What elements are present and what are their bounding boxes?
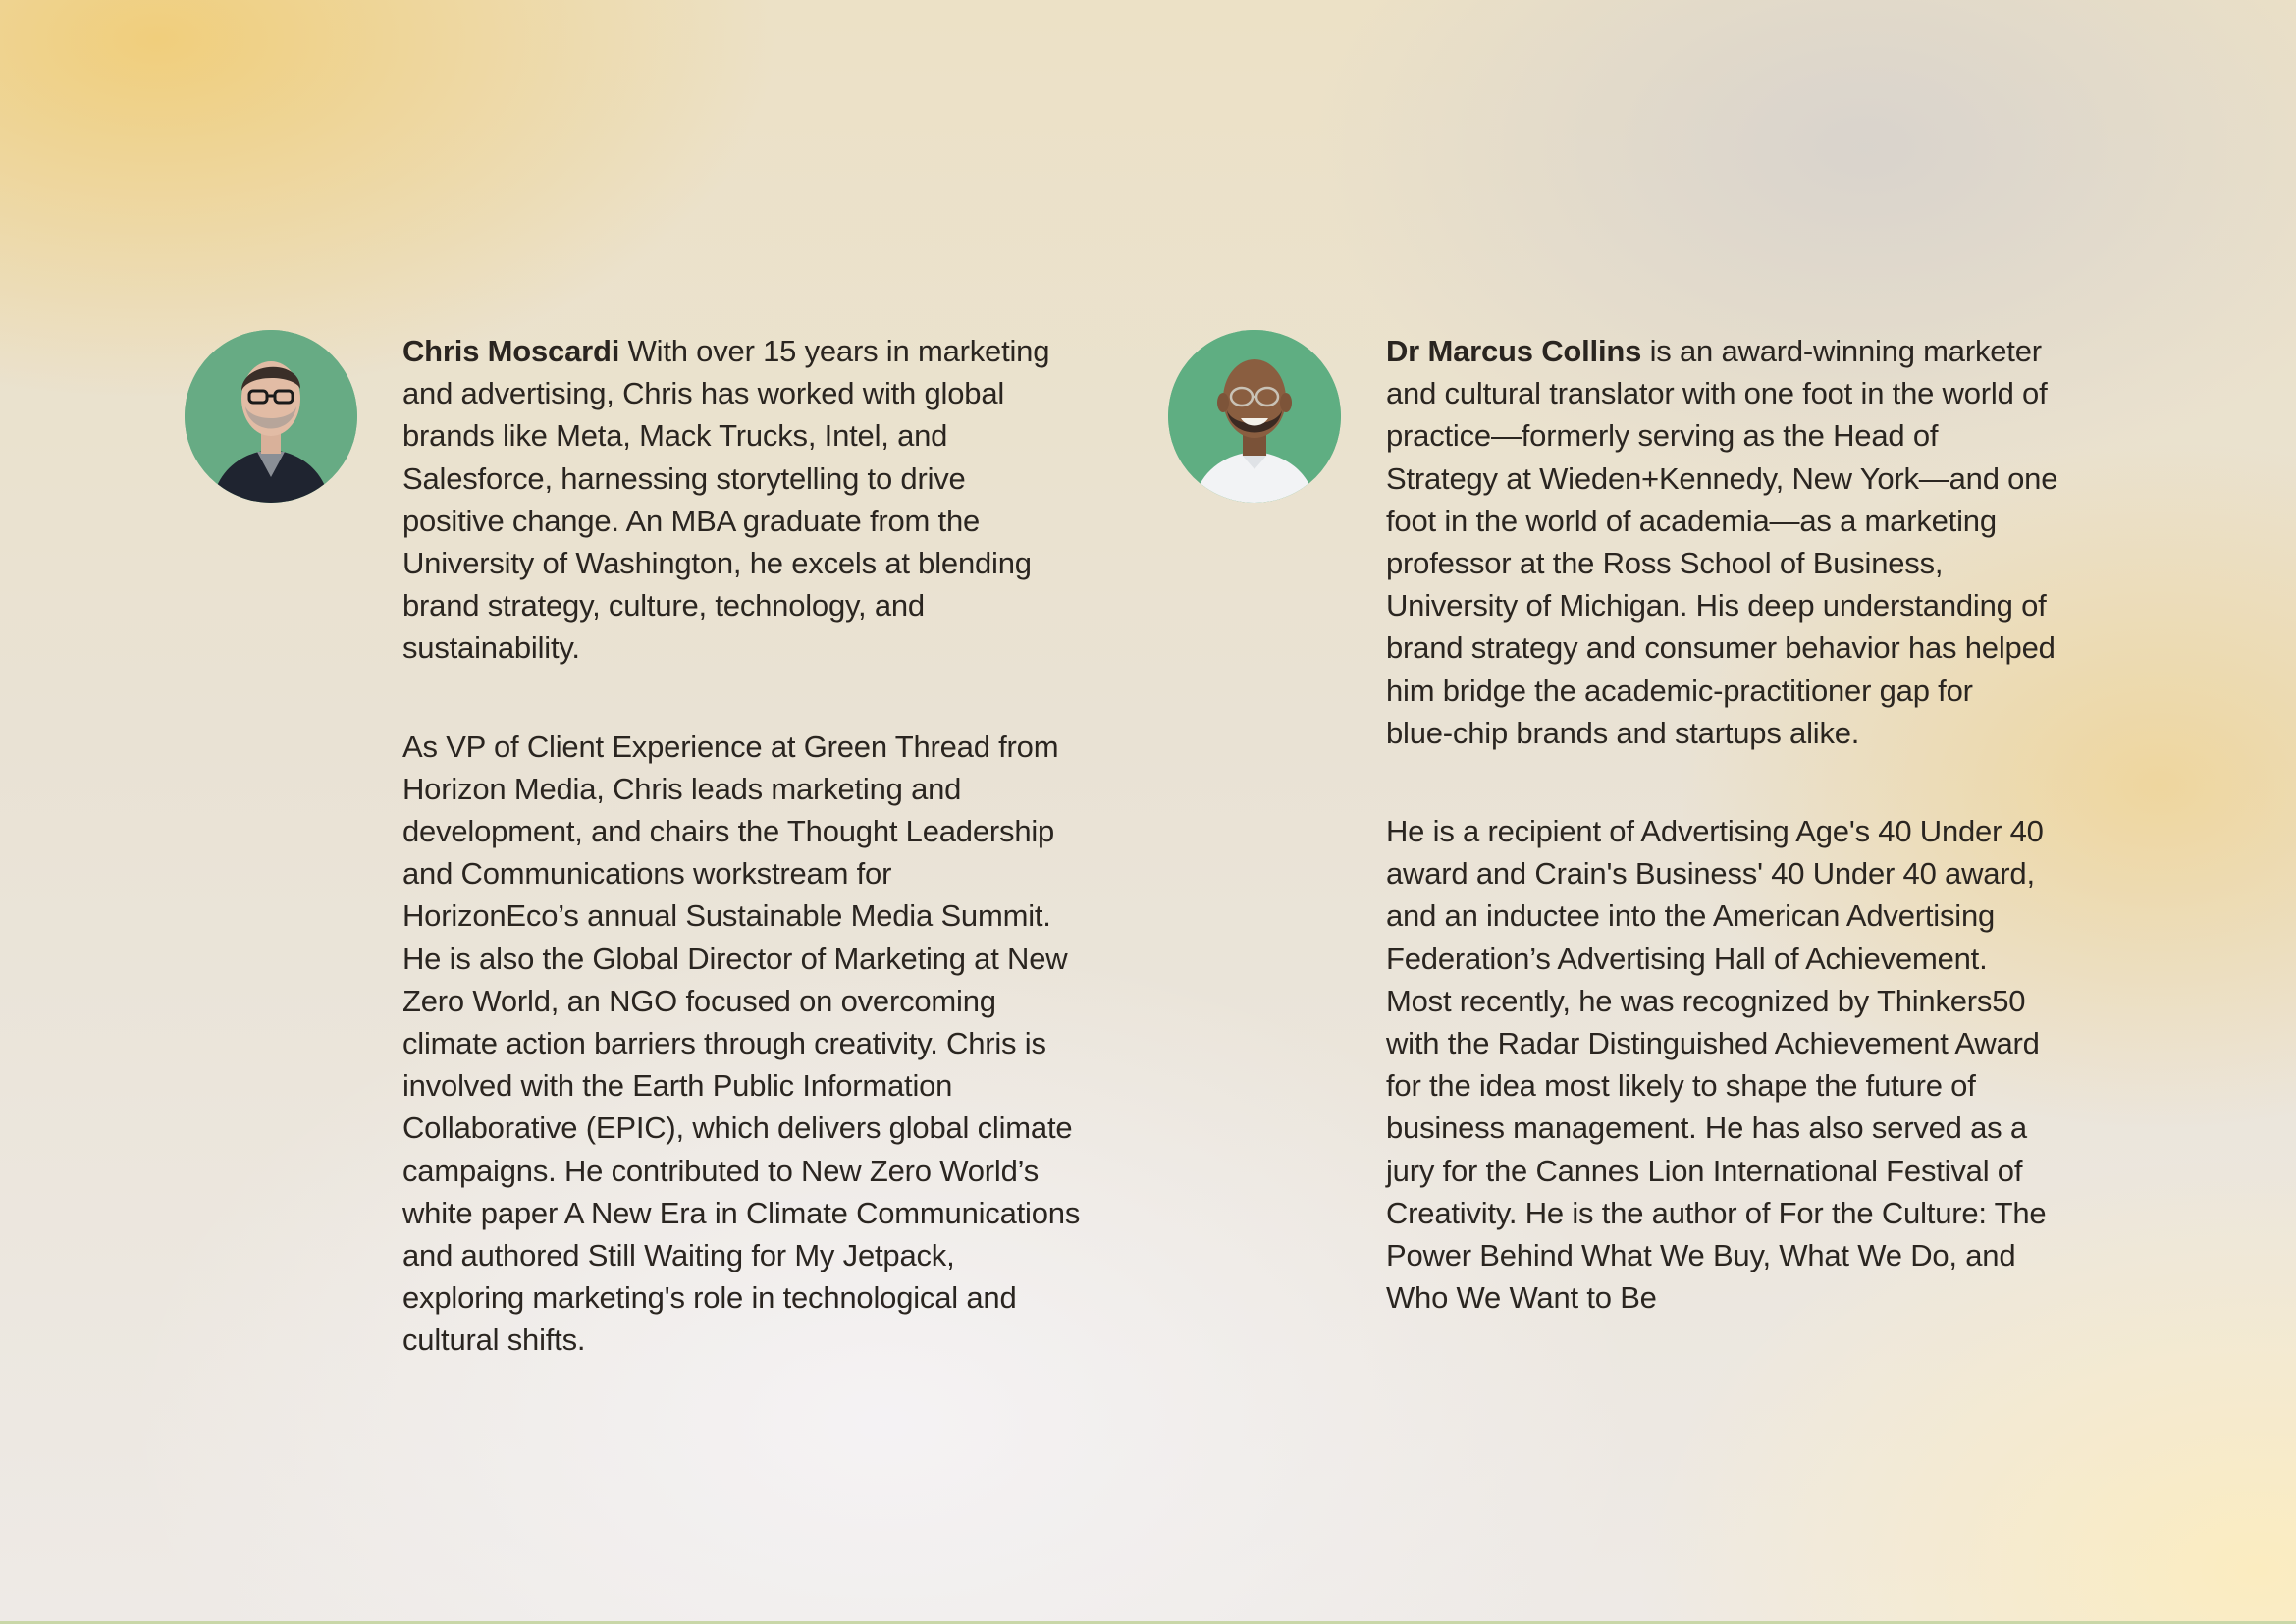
text-line: campaigns. He contributed to New Zero World’s	[402, 1153, 1040, 1188]
text-line: jury for the Cannes Lion International Festival of	[1386, 1153, 2023, 1188]
text-line: Most recently, he was recognized by Thinkers50	[1386, 983, 2026, 1018]
text-line: foot in the world of academia—as a marketing	[1386, 503, 1997, 538]
text-line: Creativity. He is the author of For the Culture: The	[1386, 1195, 2047, 1230]
text-line: He is a recipient of Advertising Age's 40 Under 40	[1386, 814, 2044, 849]
text-line: Zero World, an NGO focused on overcoming	[402, 983, 996, 1018]
text-line: practice—formerly serving as the Head of	[1386, 418, 1939, 454]
text-line: University of Washington, he excels at blending	[402, 546, 1032, 581]
text-line: cultural shifts.	[402, 1323, 586, 1358]
text-line: Strategy at Wieden+Kennedy, New York—and one	[1386, 460, 2058, 496]
text-line: Salesforce, harnessing storytelling to drive	[402, 460, 966, 496]
bio-name: Dr Marcus Collins	[1386, 334, 1642, 368]
avatar-chris-moscardi	[185, 330, 357, 503]
text-line: involved with the Earth Public Information	[402, 1068, 953, 1104]
text-line: Federation’s Advertising Hall of Achievement.	[1386, 941, 1988, 976]
bio-text-marcus-collins	[1386, 330, 2132, 1375]
text-line: exploring marketing's role in technological and	[402, 1280, 1017, 1316]
text-line: him bridge the academic-practitioner gap for	[1386, 673, 1973, 708]
text-line: development, and chairs the Thought Leadership	[402, 814, 1055, 849]
bio-paragraph-1	[402, 330, 1148, 670]
text-line: and Communications workstream for	[402, 856, 892, 892]
text-line: Collaborative (EPIC), which delivers global climate	[402, 1110, 1073, 1146]
text-line: professor at the Ross School of Business,	[1386, 546, 1944, 581]
text-line: positive change. An MBA graduate from the	[402, 503, 981, 538]
portrait-chris-moscardi	[185, 330, 357, 503]
text-line: Horizon Media, Chris leads marketing and	[402, 771, 962, 806]
text-line: With over 15 years in marketing	[619, 334, 1050, 368]
text-line: and an inductee into the American Advertising	[1386, 898, 1996, 934]
text-line: brand strategy, culture, technology, and	[402, 588, 925, 623]
text-line: white paper A New Era in Climate Communications	[402, 1195, 1081, 1230]
text-line: award and Crain's Business' 40 Under 40 award,	[1386, 856, 2035, 892]
text-line: blue-chip brands and startups alike.	[1386, 715, 1860, 750]
text-line: is an award-winning marketer	[1641, 334, 2042, 368]
text-line: brands like Meta, Mack Trucks, Intel, and	[402, 418, 948, 454]
text-line: for the idea most likely to shape the future of	[1386, 1068, 1976, 1104]
bio-paragraph-1	[1386, 330, 2132, 754]
avatar-marcus-collins	[1168, 330, 1341, 503]
bio-text-chris-moscardi	[402, 330, 1148, 1418]
text-line: He is also the Global Director of Marketing at New	[402, 941, 1068, 976]
portrait-marcus-collins	[1168, 330, 1341, 503]
text-line: University of Michigan. His deep understanding of	[1386, 588, 2047, 623]
bio-name: Chris Moscardi	[402, 334, 620, 368]
text-line: business management. He has also served as a	[1386, 1110, 2027, 1146]
text-line: climate action barriers through creativity. Chris is	[402, 1026, 1046, 1061]
text-line: As VP of Client Experience at Green Thread from	[402, 729, 1059, 764]
text-line: and authored Still Waiting for My Jetpack,	[402, 1238, 955, 1273]
text-line: with the Radar Distinguished Achievement Award	[1386, 1026, 2040, 1061]
text-line: HorizonEco’s annual Sustainable Media Summit.	[402, 898, 1051, 934]
text-line: brand strategy and consumer behavior has helped	[1386, 630, 2056, 666]
text-line: sustainability.	[402, 630, 580, 666]
bio-paragraph-2	[1386, 810, 2132, 1319]
text-line: and cultural translator with one foot in the world of	[1386, 376, 2048, 411]
text-line: Who We Want to Be	[1386, 1280, 1657, 1316]
bio-paragraph-2	[402, 726, 1148, 1362]
text-line: and advertising, Chris has worked with global	[402, 376, 1005, 411]
text-line: Power Behind What We Buy, What We Do, and	[1386, 1238, 2016, 1273]
